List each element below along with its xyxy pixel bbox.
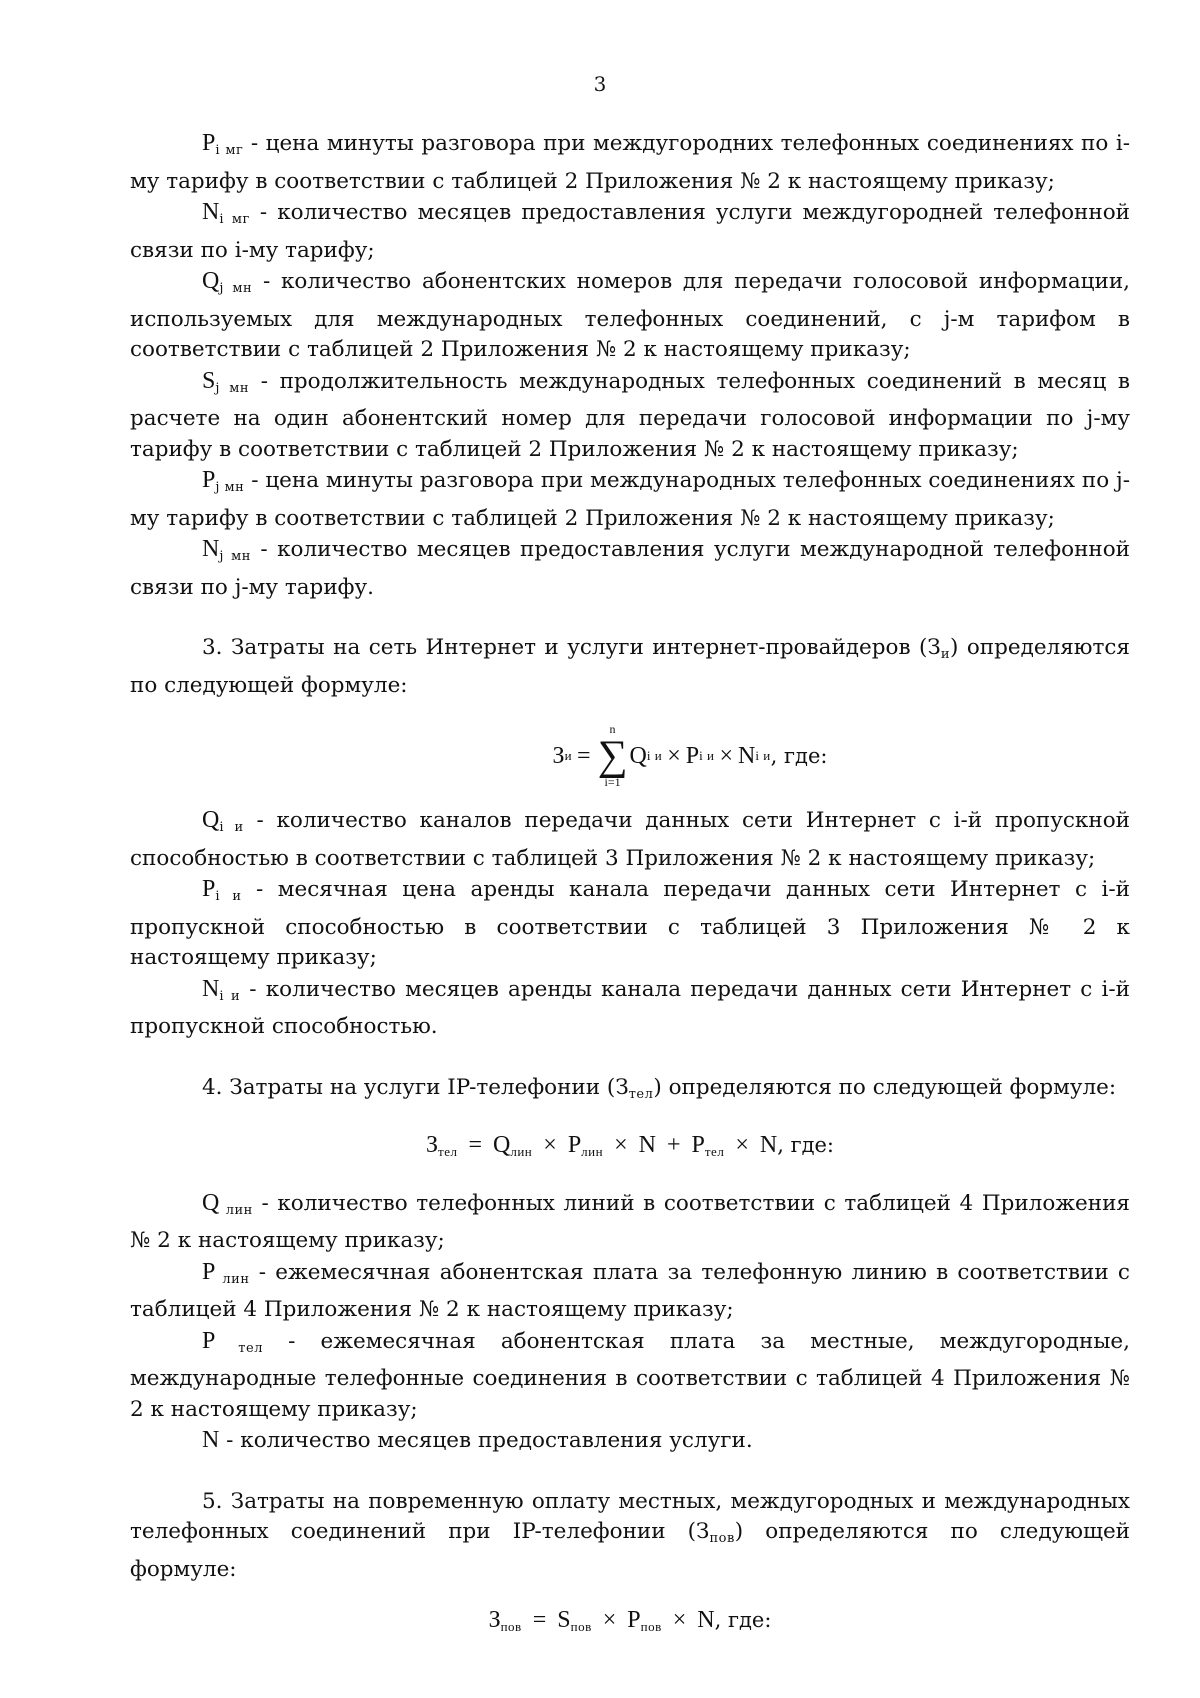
symbol: N xyxy=(202,1427,220,1453)
definition-p-i-i xyxy=(130,874,1130,974)
symbol-subscript: j мн xyxy=(219,549,251,564)
formula-p-subscript: i и xyxy=(699,747,715,763)
intro-text-end: ) определяются по следующей формуле: xyxy=(653,1074,1117,1100)
symbol: Q xyxy=(202,1189,220,1216)
intro-text-end: ) определяются по следующей формуле: xyxy=(130,635,1130,698)
summation-lower-limit: i=1 xyxy=(604,775,621,789)
formula-q: Q xyxy=(493,1132,511,1158)
symbol-subscript: тел xyxy=(215,1340,263,1356)
times-sign: × xyxy=(719,742,733,769)
symbol-subscript: лин xyxy=(219,1202,253,1218)
definition-text: - количество каналов передачи данных сети Интернет с i-й пропускной способностью в соответствии с таблицей 3 Приложения № 2 к настоящему приказу; xyxy=(130,808,1130,871)
definition-p-lin xyxy=(130,1257,1130,1326)
definition-text: - ежемесячная абонентская плата за телефонную линию в соответствии с таблицей 4 Приложения № 2 к настоящему приказу; xyxy=(130,1259,1130,1322)
definition-text: - ежемесячная абонентская плата за местные, междугородные, международные телефонные соединения в соответствии с таблицей 4 Приложения № 2 к настоящему приказу; xyxy=(130,1328,1130,1422)
symbol-subscript: j мн xyxy=(215,380,250,396)
definition-n xyxy=(130,1425,1130,1457)
intro-subscript: пов xyxy=(709,1531,735,1546)
intro-text: 5. Затраты на повременную оплату местных, междугородных и международных телефонных соединений при IP-телефонии (З xyxy=(130,1488,1130,1544)
symbol: N xyxy=(202,536,220,562)
definition-text: - месячная цена аренды канала передачи данных сети Интернет с i-й пропускной способностью в соответствии с таблицей 3 Приложения № 2 к настоящему приказу; xyxy=(130,877,1130,970)
definition-s-j-mn xyxy=(130,366,1130,466)
document-body xyxy=(130,128,1130,1663)
symbol-subscript: i и xyxy=(219,820,244,835)
definition-q-i-i xyxy=(130,805,1130,874)
definition-text: - количество месяцев аренды канала передачи данных сети Интернет с i-й пропускной способностью. xyxy=(130,976,1130,1039)
equals-sign: = xyxy=(532,1607,547,1633)
definition-p-tel xyxy=(130,1326,1130,1426)
symbol-subscript: i и xyxy=(219,988,241,1004)
section-3-intro xyxy=(130,633,1130,701)
symbol: Q xyxy=(202,268,220,294)
times-sign: × xyxy=(667,742,681,769)
definition-n-i-i xyxy=(130,974,1130,1043)
formula-s: S xyxy=(557,1607,571,1633)
times-sign: × xyxy=(672,1607,687,1633)
formula-p: P xyxy=(567,1132,582,1158)
equals-sign: = xyxy=(577,742,591,769)
definition-q-lin xyxy=(130,1188,1130,1257)
definition-text: - количество абонентских номеров для передачи голосовой информации, используемых для международных телефонных соединений, с j-м тарифом в соответствии с таблицей 2 Приложения № 2 к настоящему приказу; xyxy=(130,269,1130,362)
symbol: N xyxy=(202,975,220,1002)
formula-lhs-subscript: и xyxy=(564,747,573,763)
formula-internet xyxy=(130,723,1130,789)
formula-lhs: З xyxy=(552,742,565,769)
symbol-subscript: i мг xyxy=(219,212,250,227)
definition-text: - количество месяцев предоставления услуги. xyxy=(219,1428,753,1453)
formula-q-subscript: лин xyxy=(510,1144,533,1159)
formula-tail: , где: xyxy=(777,1133,835,1157)
definition-n-i-mg xyxy=(130,197,1130,266)
section-4-intro xyxy=(130,1073,1130,1111)
definition-text: - цена минуты разговора при междугородних телефонных соединениях по i-му тарифу в соответствии с таблицей 2 Приложения № 2 к настоящему приказу; xyxy=(130,131,1130,194)
equals-sign: = xyxy=(468,1132,483,1158)
definition-p-i-mg xyxy=(130,128,1130,197)
definition-text: - количество месяцев предоставления услуги международной телефонной связи по j-му тарифу. xyxy=(130,537,1130,600)
definition-text: - количество месяцев предоставления услуги междугородней телефонной связи по i-му тарифу; xyxy=(130,200,1130,263)
formula-p: P xyxy=(627,1607,641,1633)
formula-p-subscript: лин xyxy=(581,1144,604,1159)
symbol: P xyxy=(202,876,216,902)
symbol: N xyxy=(202,199,220,225)
section-5-intro xyxy=(130,1487,1130,1586)
definition-q-j-mn xyxy=(130,266,1130,366)
formula-n-subscript: i и xyxy=(755,747,771,763)
formula-lhs: З xyxy=(425,1132,439,1158)
symbol-subscript: j мн xyxy=(219,281,253,296)
symbol-subscript: i мг xyxy=(215,143,244,158)
formula-tail: , где: xyxy=(770,743,828,768)
times-sign: × xyxy=(602,1607,617,1633)
definition-text: - цена минуты разговора при международных телефонных соединениях по j-му тарифу в соответствии с таблицей 2 Приложения № 2 к настоящему приказу; xyxy=(130,468,1130,531)
formula-tail: , где: xyxy=(714,1608,772,1632)
formula-p-subscript: пов xyxy=(640,1619,662,1634)
definition-text: - количество телефонных линий в соответствии с таблицей 4 Приложения № 2 к настоящему приказу; xyxy=(130,1190,1130,1253)
symbol: P xyxy=(202,467,216,493)
formula-p2-subscript: тел xyxy=(704,1144,725,1159)
formula-lhs-subscript: тел xyxy=(438,1144,458,1159)
definition-p-j-mn xyxy=(130,465,1130,534)
formula-q-subscript: i и xyxy=(646,747,663,763)
summation-sign: ∑ xyxy=(597,733,628,779)
symbol: P xyxy=(202,1327,216,1354)
intro-text: 4. Затраты на услуги IP-телефонии (З xyxy=(202,1074,629,1100)
plus-sign: + xyxy=(666,1132,681,1158)
page-number: 3 xyxy=(593,72,607,96)
times-sign: × xyxy=(543,1132,557,1158)
intro-text: 3. Затраты на сеть Интернет и услуги интернет-провайдеров (З xyxy=(202,635,941,660)
formula-n: N xyxy=(737,742,756,769)
formula-lhs: З xyxy=(488,1607,501,1633)
paragraph-gap xyxy=(130,603,1130,633)
intro-subscript: тел xyxy=(628,1086,654,1102)
formula-n: N xyxy=(697,1607,715,1633)
symbol: P xyxy=(202,130,216,156)
definition-text: - продолжительность международных телефонных соединений в месяц в расчете на один абонентский номер для передачи голосовой информации по j-му тарифу в соответствии с таблицей 2 Приложения № 2 к настоящему приказу; xyxy=(130,368,1130,462)
symbol: P xyxy=(202,1258,216,1285)
summation-upper-limit: n xyxy=(609,722,616,736)
paragraph-gap xyxy=(130,1043,1130,1073)
definition-n-j-mn xyxy=(130,534,1130,603)
symbol-subscript: i и xyxy=(215,889,242,904)
symbol: Q xyxy=(202,807,220,833)
times-sign: × xyxy=(735,1132,749,1158)
symbol-subscript: лин xyxy=(215,1271,250,1287)
formula-n2: N xyxy=(759,1132,778,1158)
formula-n: N xyxy=(638,1132,656,1158)
formula-p: P xyxy=(685,742,700,769)
symbol-subscript: j мн xyxy=(215,480,245,495)
summation xyxy=(598,723,628,789)
formula-p2: P xyxy=(691,1132,705,1158)
formula-time-based xyxy=(130,1605,1130,1643)
times-sign: × xyxy=(614,1132,628,1158)
intro-text-end: ) определяются по следующей формуле: xyxy=(130,1519,1130,1582)
paragraph-gap xyxy=(130,1457,1130,1487)
formula-q: Q xyxy=(629,742,647,769)
formula-ip-telephony xyxy=(130,1130,1130,1168)
formula-lhs-subscript: пов xyxy=(500,1619,522,1634)
symbol: S xyxy=(202,367,216,394)
formula-s-subscript: пов xyxy=(570,1619,592,1634)
intro-subscript: и xyxy=(940,647,950,662)
